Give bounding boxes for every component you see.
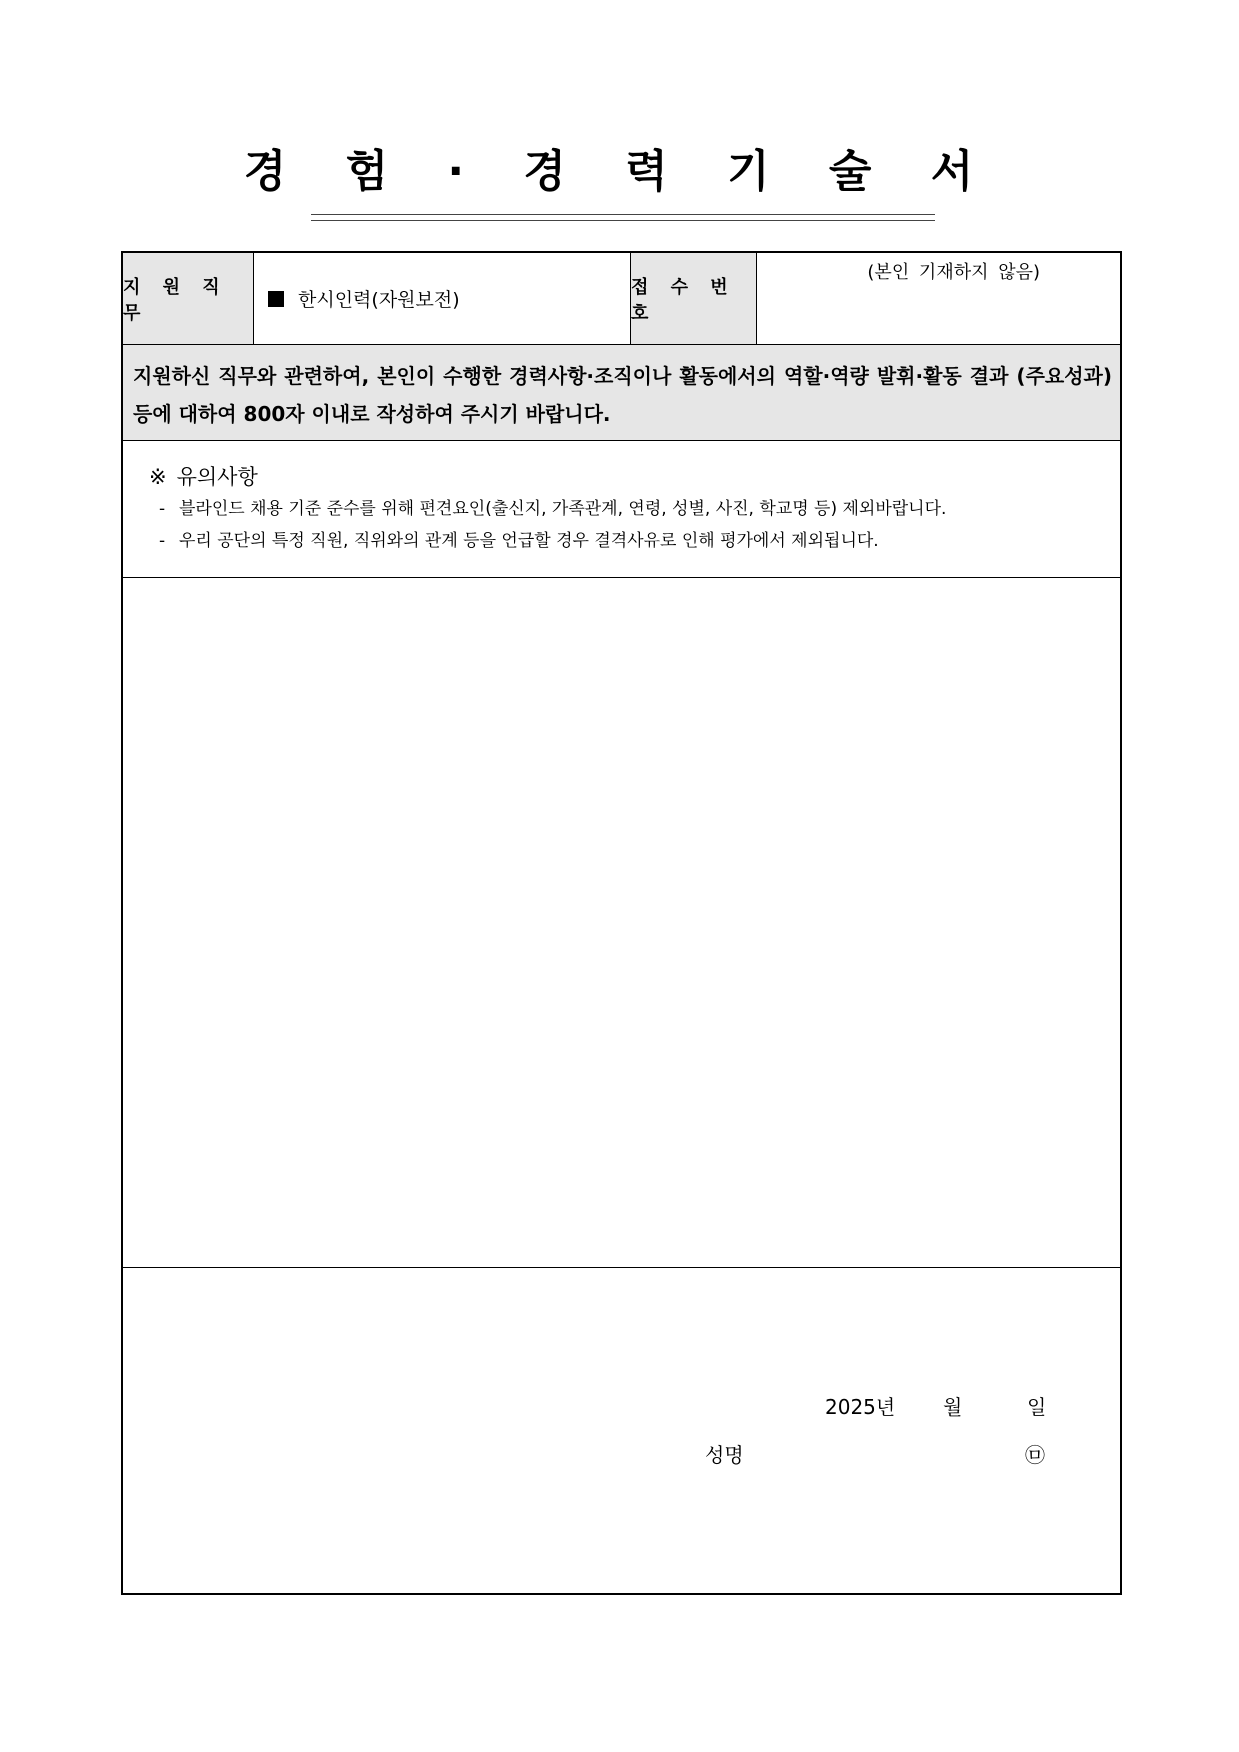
receipt-number-field[interactable] <box>757 253 1120 344</box>
seal-mark-icon: ㉤ <box>1025 1443 1045 1467</box>
note-item: - 블라인드 채용 기준 준수를 위해 편견요인(출신지, 가족관계, 연령, 성별, 사진, 학교명 등) 제외바랍니다. <box>159 499 947 519</box>
title-underline <box>311 214 935 221</box>
receipt-label: 접 수 번 호 <box>631 253 757 344</box>
reference-mark-icon: ※ <box>149 465 167 489</box>
note-item-text: 우리 공단의 특정 직원, 직위와의 관계 등을 언급할 경우 결격사유로 인해 평가에서 제외됩니다. <box>179 531 879 551</box>
job-value-cell <box>254 253 631 344</box>
date-day: 일 <box>1027 1395 1047 1419</box>
document-title: 경 험 · 경 력 기 술 서 <box>243 146 996 197</box>
note-item: - 우리 공단의 특정 직원, 직위와의 관계 등을 언급할 경우 결격사유로 인해 평가에서 제외됩니다. <box>159 531 879 551</box>
job-label: 지 원 직 무 <box>123 253 254 344</box>
date-year: 2025년 <box>825 1395 896 1419</box>
filled-square-icon <box>268 291 284 307</box>
note-item-text: 블라인드 채용 기준 준수를 위해 편견요인(출신지, 가족관계, 연령, 성별, 사진, 학교명 등) 제외바랍니다. <box>179 499 947 519</box>
notes-heading <box>149 461 1100 493</box>
instruction-text: 지원하신 직무와 관련하여, 본인이 수행한 경력사항·조직이나 활동에서의 역할·역량 발휘·활동 결과 (주요성과) 등에 대하여 800자 이내로 작성하여 주시기 바랍니다. <box>123 345 1120 441</box>
signature-section <box>123 1268 1120 1593</box>
date-month: 월 <box>943 1395 963 1419</box>
content-area[interactable] <box>123 578 1120 1268</box>
receipt-note: (본인 기재하지 않음) <box>867 262 1040 283</box>
name-label: 성명 <box>705 1443 744 1467</box>
notes-section <box>123 441 1120 578</box>
job-value: 한시인력(자원보전) <box>298 289 460 311</box>
header-row <box>123 253 1120 345</box>
career-statement-form <box>121 251 1122 1595</box>
notes-title: 유의사항 <box>176 465 258 489</box>
